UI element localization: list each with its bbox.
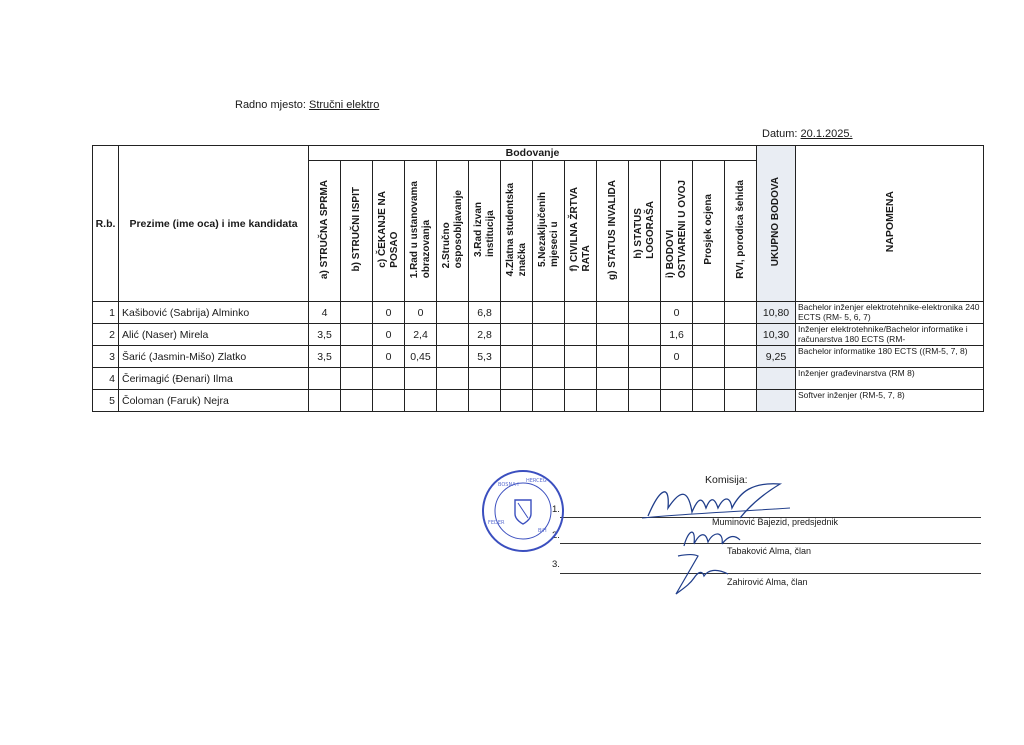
score-cell <box>341 324 373 346</box>
bodovanje-header: Bodovanje <box>309 146 757 161</box>
score-column-header: 4.Zlatna studentska značka <box>501 161 533 302</box>
score-cell <box>725 368 757 390</box>
radno-mjesto-value: Stručni elektro <box>309 99 380 111</box>
row-number: 5 <box>93 390 119 412</box>
napomena-cell: Inženjer građevinarstva (RM 8) <box>796 368 984 390</box>
candidate-name: Čerimagić (Đenari) Ilma <box>119 368 309 390</box>
score-cell <box>629 302 661 324</box>
signature-scribble-3 <box>668 548 738 600</box>
candidate-name: Šarić (Jasmin-Mišo) Zlatko <box>119 346 309 368</box>
score-column-header: RVI, porodica šehida <box>725 161 757 302</box>
score-cell <box>437 390 469 412</box>
row-number: 2 <box>93 324 119 346</box>
total-score <box>757 368 796 390</box>
score-cell <box>629 390 661 412</box>
score-cell <box>533 390 565 412</box>
score-cell <box>341 346 373 368</box>
score-cell: 0 <box>405 302 437 324</box>
score-cell <box>405 390 437 412</box>
radno-mjesto-line <box>235 99 379 111</box>
score-cell <box>341 390 373 412</box>
komisija-title: Komisija: <box>705 474 748 486</box>
score-cell <box>725 302 757 324</box>
score-cell <box>565 390 597 412</box>
candidates-table <box>92 145 984 412</box>
score-cell <box>533 368 565 390</box>
member-1-name: Muminović Bajezid, predsjednik <box>712 517 839 527</box>
score-cell: 0 <box>373 346 405 368</box>
table-row <box>93 346 984 368</box>
score-cell <box>597 390 629 412</box>
score-cell <box>661 368 693 390</box>
score-cell: 0 <box>661 302 693 324</box>
score-cell <box>501 390 533 412</box>
table-row <box>93 324 984 346</box>
score-cell <box>565 324 597 346</box>
score-column-header: b) STRUČNI ISPIT <box>341 161 373 302</box>
svg-text:FEDER: FEDER <box>488 520 505 526</box>
score-cell <box>629 324 661 346</box>
score-cell <box>469 390 501 412</box>
score-cell <box>373 390 405 412</box>
signature-line-3 <box>560 573 981 574</box>
napomena-header: NAPOMENA <box>796 146 984 302</box>
total-score: 10,80 <box>757 302 796 324</box>
score-cell <box>725 346 757 368</box>
total-score <box>757 390 796 412</box>
score-column-header: 2.Stručno osposobljavanje <box>437 161 469 302</box>
score-cell <box>661 390 693 412</box>
score-cell: 1,6 <box>661 324 693 346</box>
napomena-cell: Softver inženjer (RM-5, 7, 8) <box>796 390 984 412</box>
napomena-cell: Bachelor informatike 180 ECTS ((RM-5, 7, 8) <box>796 346 984 368</box>
score-cell <box>693 346 725 368</box>
name-header: Prezime (ime oca) i ime kandidata <box>119 146 309 302</box>
table-row <box>93 390 984 412</box>
score-cell: 3,5 <box>309 346 341 368</box>
candidate-name: Kašibović (Sabrija) Alminko <box>119 302 309 324</box>
score-cell <box>597 346 629 368</box>
table-row <box>93 302 984 324</box>
rb-header: R.b. <box>93 146 119 302</box>
score-cell <box>501 368 533 390</box>
score-cell <box>693 302 725 324</box>
score-column-header: g) STATUS INVALIDA <box>597 161 629 302</box>
score-cell <box>437 368 469 390</box>
svg-text:BiH: BiH <box>538 528 547 534</box>
row-number: 4 <box>93 368 119 390</box>
score-cell <box>533 324 565 346</box>
member-2-name: Tabaković Alma, član <box>727 546 812 556</box>
score-column-header: 1.Rad u ustanovama obrazovanja <box>405 161 437 302</box>
member-3-name: Zahirović Alma, član <box>727 577 808 587</box>
candidate-name: Čoloman (Faruk) Nejra <box>119 390 309 412</box>
score-cell <box>437 346 469 368</box>
score-cell <box>533 302 565 324</box>
score-column-header: i) BODOVI OSTVARENI U OVOJ <box>661 161 693 302</box>
score-cell <box>309 368 341 390</box>
signature-line-2 <box>560 543 981 544</box>
total-score: 10,30 <box>757 324 796 346</box>
candidate-name: Alić (Naser) Mirela <box>119 324 309 346</box>
row-number: 1 <box>93 302 119 324</box>
score-cell <box>437 324 469 346</box>
score-cell <box>597 368 629 390</box>
datum-value: 20.1.2025. <box>800 128 853 140</box>
score-cell <box>341 368 373 390</box>
score-cell <box>565 302 597 324</box>
score-cell: 5,3 <box>469 346 501 368</box>
score-cell <box>309 390 341 412</box>
svg-text:HERCEG: HERCEG <box>526 478 547 484</box>
score-column-header: Prosjek ocjena <box>693 161 725 302</box>
table-row <box>93 368 984 390</box>
score-cell: 6,8 <box>469 302 501 324</box>
score-cell <box>341 302 373 324</box>
member-2-number: 2. <box>552 530 560 541</box>
score-cell <box>565 346 597 368</box>
score-cell: 0,45 <box>405 346 437 368</box>
score-cell <box>373 368 405 390</box>
score-cell <box>597 324 629 346</box>
score-cell <box>501 324 533 346</box>
score-column-header: c) ČEKANJE NA POSAO <box>373 161 405 302</box>
official-stamp <box>480 468 566 554</box>
score-column-header: 3.Rad izvan institucija <box>469 161 501 302</box>
score-cell <box>629 346 661 368</box>
total-score: 9,25 <box>757 346 796 368</box>
score-cell <box>629 368 661 390</box>
row-number: 3 <box>93 346 119 368</box>
member-3-number: 3. <box>552 559 560 570</box>
score-column-header: h) STATUS LOGORAŠA <box>629 161 661 302</box>
score-cell <box>725 324 757 346</box>
score-cell <box>693 390 725 412</box>
total-header: UKUPNO BODOVA <box>757 146 796 302</box>
score-cell <box>725 390 757 412</box>
score-cell <box>597 302 629 324</box>
napomena-cell: Inženjer elektrotehnike/Bachelor informatike i računarstva 180 ECTS (RM- <box>796 324 984 346</box>
datum-line <box>762 128 853 140</box>
score-cell: 3,5 <box>309 324 341 346</box>
score-cell <box>693 324 725 346</box>
score-cell <box>405 368 437 390</box>
score-cell <box>501 302 533 324</box>
member-1-number: 1. <box>552 504 560 515</box>
score-cell: 0 <box>373 324 405 346</box>
score-column-header: f) CIVILNA ŽRTVA RATA <box>565 161 597 302</box>
score-cell: 2,8 <box>469 324 501 346</box>
score-cell <box>469 368 501 390</box>
score-cell <box>533 346 565 368</box>
radno-mjesto-label: Radno mjesto: <box>235 99 306 111</box>
score-cell: 4 <box>309 302 341 324</box>
score-column-header: 5.Nezaključenih mjeseci u <box>533 161 565 302</box>
score-cell: 2,4 <box>405 324 437 346</box>
score-column-header: a) STRUČNA SPRMA <box>309 161 341 302</box>
score-cell: 0 <box>661 346 693 368</box>
score-cell <box>565 368 597 390</box>
score-cell: 0 <box>373 302 405 324</box>
datum-label: Datum: <box>762 128 798 140</box>
napomena-cell: Bachelor inženjer elektrotehnike-elektronika 240 ECTS (RM- 5, 6, 7) <box>796 302 984 324</box>
score-cell <box>501 346 533 368</box>
signature-scribble-1 <box>640 478 800 524</box>
score-cell <box>693 368 725 390</box>
svg-text:BOSNA I: BOSNA I <box>498 482 519 488</box>
score-cell <box>437 302 469 324</box>
